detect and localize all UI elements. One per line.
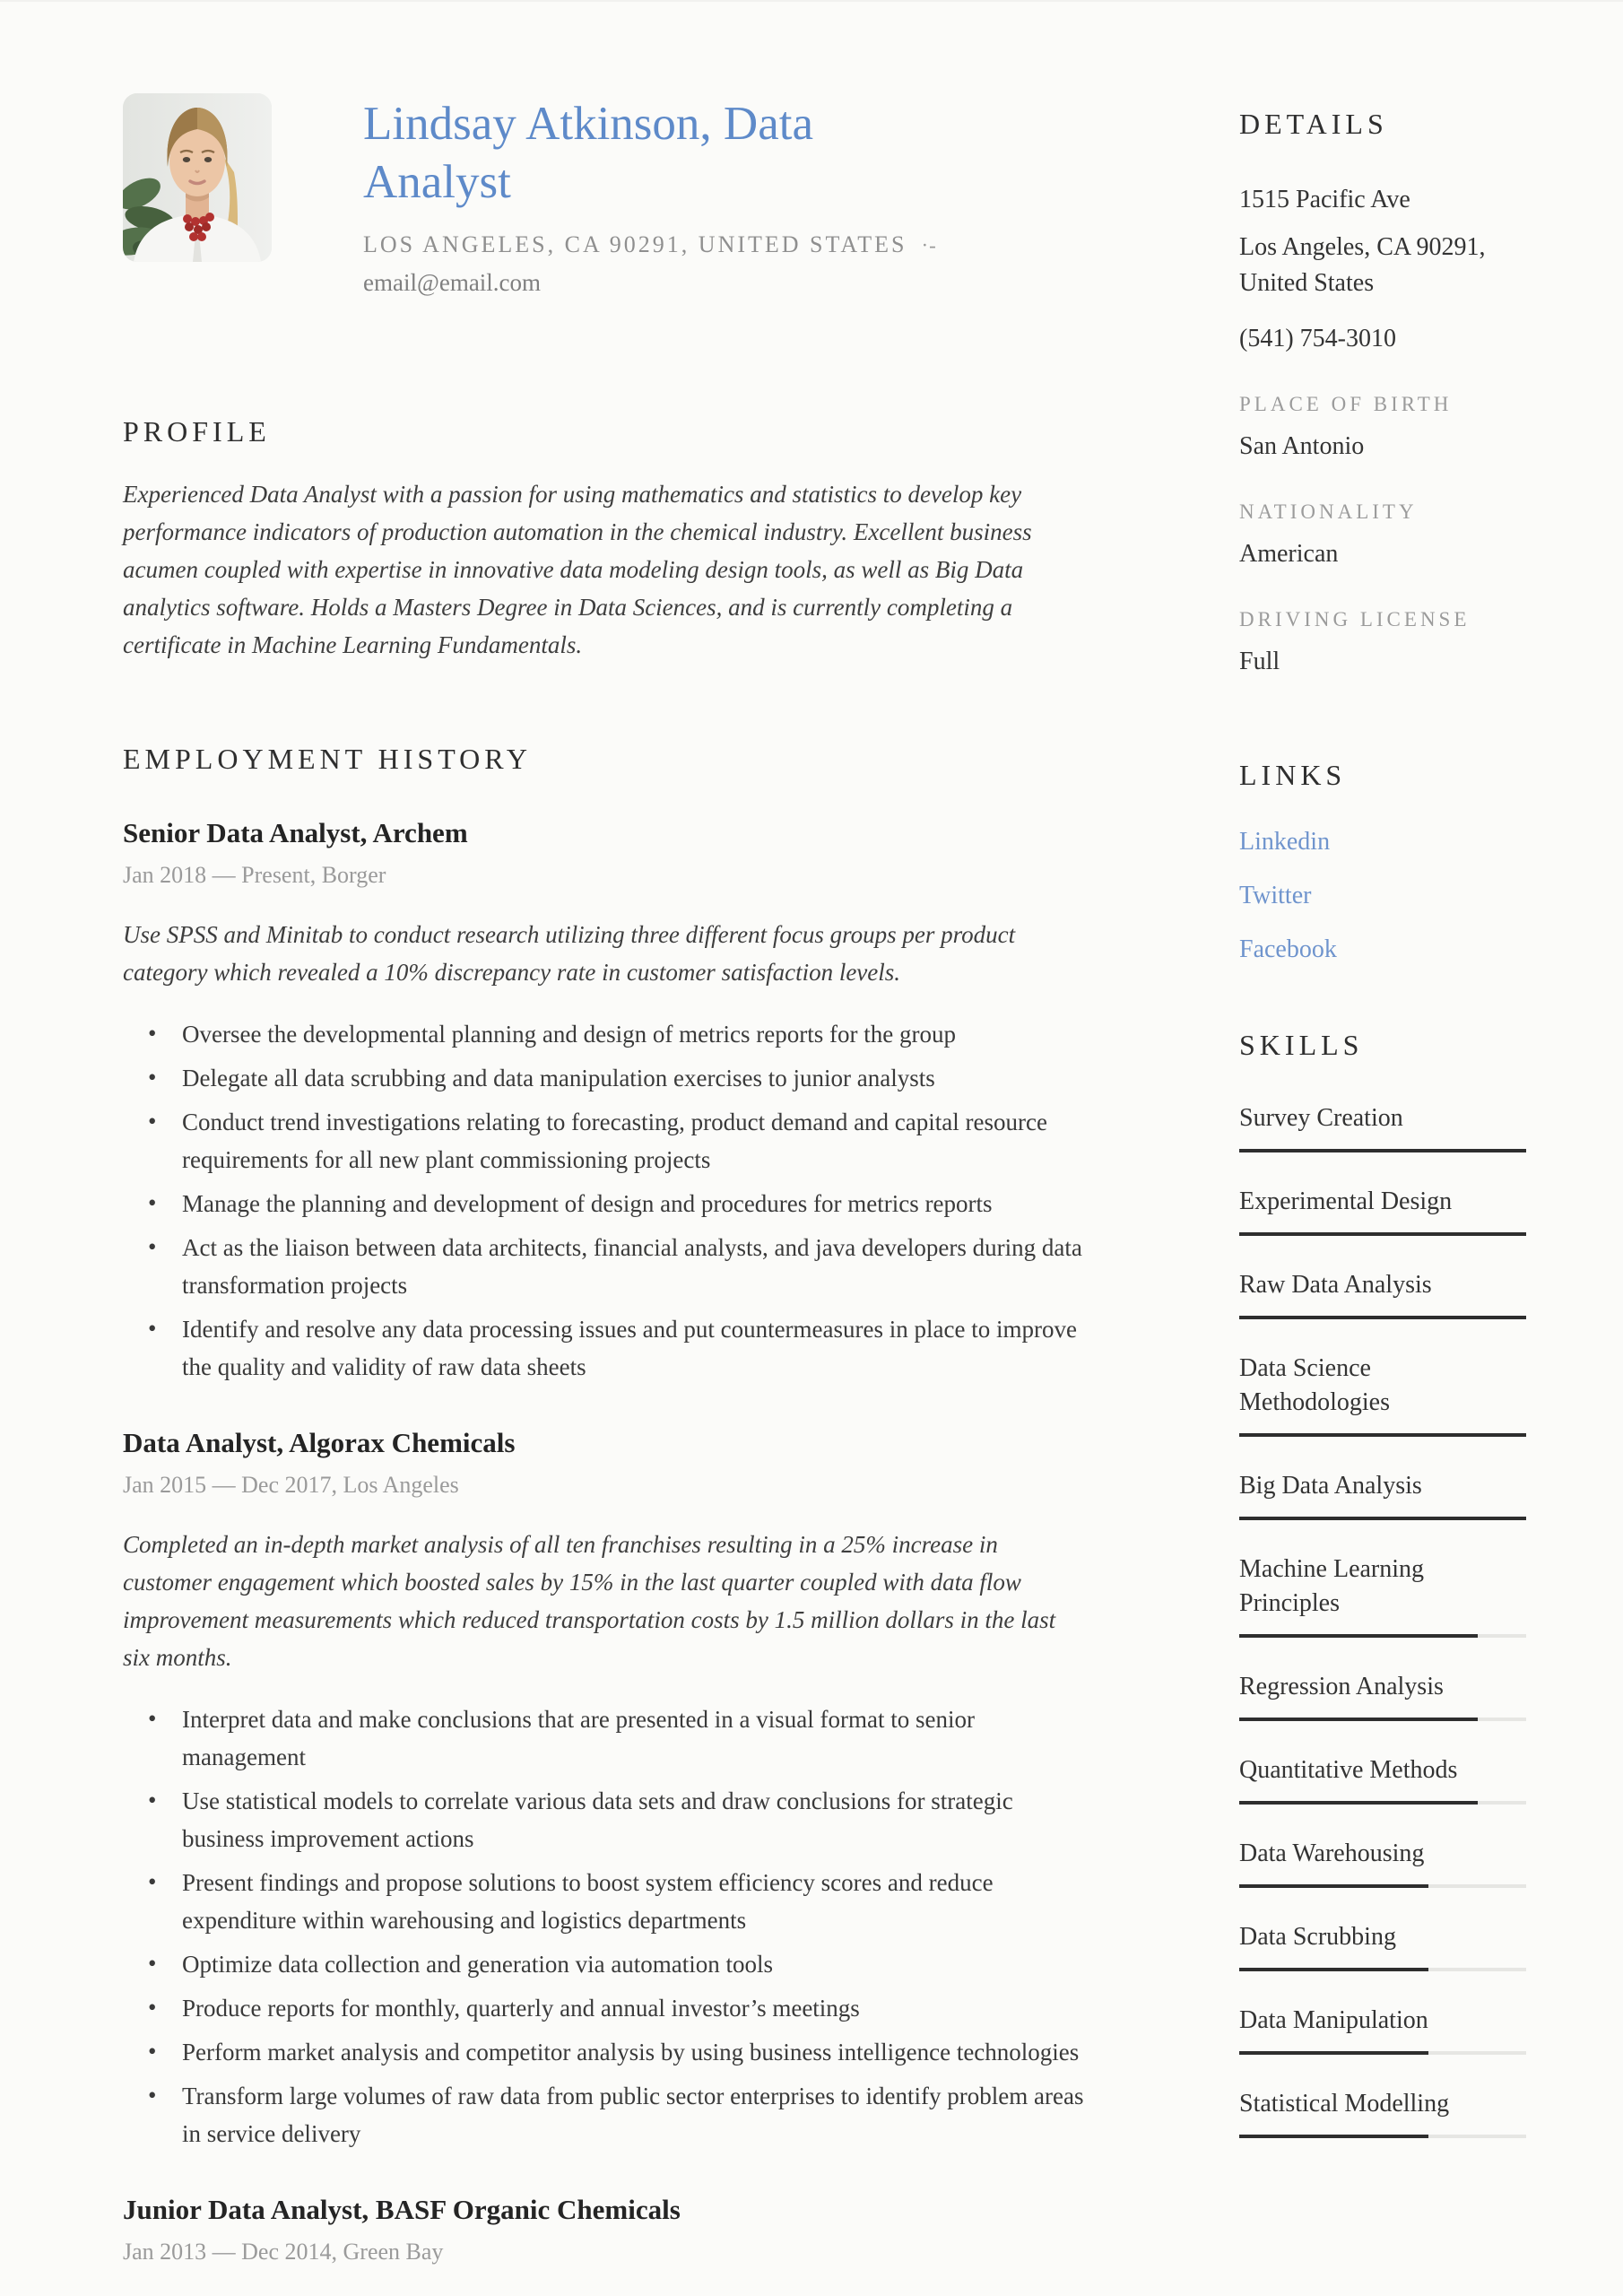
sidebar-column (1239, 2, 1526, 2266)
skill-level-bar (1239, 1801, 1478, 1805)
job-bullet: • Delegate all data scrubbing and data manipulation exercises to junior analysts (123, 1059, 1087, 1097)
link-item (1239, 935, 1526, 964)
skill-level-bar (1239, 1433, 1526, 1437)
skill-item (1239, 1552, 1526, 1638)
skill-item (1239, 2087, 1526, 2138)
page-layout (0, 2, 1623, 2266)
details-address: 1515 Pacific Ave (1239, 186, 1410, 213)
skill-name: Data Scrubbing (1239, 1923, 1396, 1951)
job-bullet: • Optimize data collection and generation via automation tools (123, 1945, 1087, 1983)
nationality-label: NATIONALITY (1239, 500, 1418, 523)
job-title: Senior Data Analyst, Archem (123, 817, 468, 848)
skill-name: Quantitative Methods (1239, 1756, 1458, 1784)
job-entry (123, 1427, 1087, 2152)
skill-level-track (1239, 2135, 1526, 2138)
skill-level-bar (1239, 1718, 1478, 1721)
job-bullet: • Manage the planning and development of design and procedures for metrics reports (123, 1185, 1087, 1222)
skill-item (1239, 1101, 1526, 1152)
skill-name: Statistical Modelling (1239, 2090, 1450, 2118)
skill-level-track (1239, 1968, 1526, 1971)
job-bullet: • Identify and resolve any data processing issues and put countermeasures in place to improve the quality and validity of raw data sheets (123, 1310, 1087, 1386)
skill-item (1239, 1352, 1526, 1437)
skill-name: Big Data Analysis (1239, 1472, 1422, 1500)
profile-text: Experienced Data Analyst with a passion for using mathematics and statistics to develop key performance indicators of production automation in the chemical industry. Excellent business acumen coupled with expertise in innovative data modeling design tools, as well as Big Data analytics software. Holds a Masters Degree in Data Sciences, and is currently completing a certificate in Machine Learning Fundamentals. (123, 481, 1032, 658)
skill-item (1239, 1185, 1526, 1236)
main-column (123, 2, 1087, 2266)
skill-item (1239, 1268, 1526, 1319)
skill-name: Machine Learning Principles (1239, 1555, 1425, 1617)
skill-name: Data Science Methodologies (1239, 1354, 1390, 1416)
details-heading: DETAILS (1239, 108, 1388, 140)
job-bullet: • Present findings and propose solutions to boost system efficiency scores and reduce expenditure within warehousing and logistics departments (123, 1864, 1087, 1939)
job-title: Junior Data Analyst, BASF Organic Chemicals (123, 2194, 681, 2225)
job-bullet: • Transform large volumes of raw data from public sector enterprises to identify problem areas in service delivery (123, 2077, 1087, 2152)
skill-name: Data Manipulation (1239, 2006, 1428, 2034)
skill-level-bar (1239, 1316, 1526, 1319)
job-bullet: • Perform market analysis and competitor analysis by using business intelligence technologies (123, 2033, 1087, 2071)
job-entry (123, 2194, 1087, 2266)
link-facebook[interactable]: Facebook (1239, 935, 1337, 963)
skill-item (1239, 1670, 1526, 1721)
job-bullets (123, 1700, 1087, 2152)
job-bullet: • Conduct trend investigations relating to forecasting, product demand and capital resource requirements for all new plant commissioning projects (123, 1103, 1087, 1178)
skill-level-track (1239, 1433, 1526, 1437)
job-bullet: • Act as the liaison between data architects, financial analysts, and java developers during data transformation projects (123, 1229, 1087, 1304)
skill-level-track (1239, 1149, 1526, 1152)
skill-level-bar (1239, 1517, 1526, 1520)
link-item (1239, 882, 1526, 910)
link-twitter[interactable]: Twitter (1239, 882, 1312, 909)
job-title: Data Analyst, Algorax Chemicals (123, 1427, 516, 1458)
employment-heading: EMPLOYMENT HISTORY (123, 743, 532, 775)
skill-level-bar (1239, 1634, 1478, 1638)
skill-level-track (1239, 1517, 1526, 1520)
job-summary: Use SPSS and Minitab to conduct research utilizing three different focus groups per product category which revealed a 10% discrepancy rate in customer satisfaction levels. (123, 921, 1016, 986)
skill-level-bar (1239, 1968, 1428, 1971)
person-avatar (123, 93, 272, 262)
driving-license-value: Full (1239, 648, 1280, 675)
skill-level-bar (1239, 2135, 1428, 2138)
resume-header (123, 93, 1087, 297)
job-entry (123, 817, 1087, 1386)
skill-name: Survey Creation (1239, 1104, 1403, 1132)
skill-item (1239, 2004, 1526, 2055)
details-phone: (541) 754-3010 (1239, 325, 1396, 352)
job-summary: Completed an in-depth market analysis of all ten franchises resulting in a 25% increase in customer engagement which boosted sales by 15% in the last quarter coupled with data flow improvement measurements which reduced transportation costs by 1.5 million dollars in the last six months. (123, 1531, 1056, 1671)
skill-name: Raw Data Analysis (1239, 1271, 1432, 1299)
skills-heading: SKILLS (1239, 1029, 1364, 1061)
link-item (1239, 828, 1526, 857)
skill-name: Regression Analysis (1239, 1673, 1444, 1700)
skill-level-track (1239, 1801, 1526, 1805)
link-linkedin[interactable]: Linkedin (1239, 828, 1331, 856)
place-of-birth-label: PLACE OF BIRTH (1239, 393, 1453, 415)
skill-level-track (1239, 1718, 1526, 1721)
skill-level-bar (1239, 1884, 1428, 1888)
job-bullet: • Interpret data and make conclusions that are presented in a visual format to senior management (123, 1700, 1087, 1776)
candidate-name: Lindsay Atkinson, Data Analyst (363, 98, 813, 208)
skill-level-track (1239, 1316, 1526, 1319)
skill-item (1239, 1469, 1526, 1520)
job-dates: Jan 2013 — Dec 2014, Green Bay (123, 2239, 444, 2265)
job-bullet: • Produce reports for monthly, quarterly and annual investor’s meetings (123, 1989, 1087, 2027)
job-bullet: • Oversee the developmental planning and design of metrics reports for the group (123, 1015, 1087, 1053)
location-text: LOS ANGELES, CA 90291, UNITED STATES (363, 231, 907, 257)
contact-email: email@email.com (363, 269, 542, 296)
skill-name: Data Warehousing (1239, 1839, 1425, 1867)
job-bullet: • Use statistical models to correlate various data sets and draw conclusions for strategic business improvement actions (123, 1782, 1087, 1857)
skill-level-track (1239, 1232, 1526, 1236)
links-list (1239, 828, 1526, 964)
skill-level-bar (1239, 1232, 1526, 1236)
skill-item (1239, 1837, 1526, 1888)
skill-name: Experimental Design (1239, 1187, 1453, 1215)
links-heading: LINKS (1239, 759, 1347, 791)
job-bullets (123, 1015, 1087, 1386)
skill-level-bar (1239, 1149, 1526, 1152)
skills-list (1239, 1101, 1526, 2138)
jobs-container (123, 817, 1087, 2266)
skill-item (1239, 1920, 1526, 1971)
skill-item (1239, 1753, 1526, 1805)
profile-heading: PROFILE (123, 415, 271, 448)
skill-level-track (1239, 2051, 1526, 2055)
job-dates: Jan 2015 — Dec 2017, Los Angeles (123, 1472, 459, 1498)
contact-location (363, 231, 955, 258)
skill-level-track (1239, 1634, 1526, 1638)
profile-photo (123, 93, 272, 262)
details-city: Los Angeles, CA 90291, United States (1239, 233, 1486, 297)
skill-level-bar (1239, 2051, 1428, 2055)
nationality-value: American (1239, 540, 1339, 568)
job-dates: Jan 2018 — Present, Borger (123, 862, 386, 888)
driving-license-label: DRIVING LICENSE (1239, 608, 1471, 631)
header-text (363, 93, 955, 297)
location-suffix: ·- (921, 234, 937, 257)
skill-level-track (1239, 1884, 1526, 1888)
place-of-birth-value: San Antonio (1239, 432, 1365, 460)
